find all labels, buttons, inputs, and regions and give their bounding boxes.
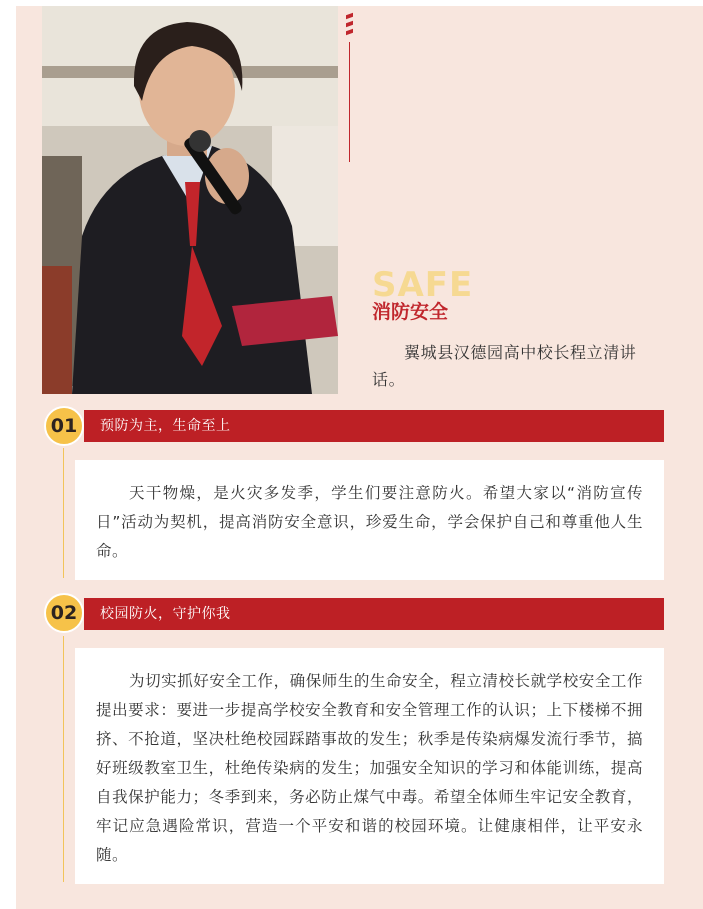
section-heading: 预防为主，生命至上 [84,410,664,442]
section-number-badge: 01 [44,406,84,446]
section-body: 天干物燥，是火灾多发季，学生们要注意防火。希望大家以“消防宣传日”活动为契机，提高消防安全意识，珍爱生命，学会保护自己和尊重他人生命。 [75,460,664,580]
timeline-line [63,636,64,882]
timeline-line [63,448,64,578]
section-body: 为切实抓好安全工作，确保师生的生命安全，程立清校长就学校安全工作提出要求：要进一步提高学校安全教育和安全管理工作的认识；上下楼梯不拥挤、不抢道，坚决杜绝校园踩踏事故的发生；秋季是传染病爆发流行季节，搞好班级教室卫生，杜绝传染病的发生；加强安全知识的学习和体能训练，提高自我保护能力；冬季到来，务必防止煤气中毒。希望全体师生牢记安全教育，牢记应急遇险常识，营造一个平安和谐的校园环境。让健康相伴，让平安永随。 [75,648,664,884]
speaker-photo [42,6,338,394]
safe-watermark: SAFE [372,265,474,305]
decorative-marks [346,14,354,42]
decorative-line [349,42,350,162]
page-title: 消防安全 [372,301,449,323]
photo-caption: 翼城县汉德园高中校长程立清讲话。 [372,343,637,389]
section-heading: 校园防火，守护你我 [84,598,664,630]
section-number-badge: 02 [44,593,84,633]
